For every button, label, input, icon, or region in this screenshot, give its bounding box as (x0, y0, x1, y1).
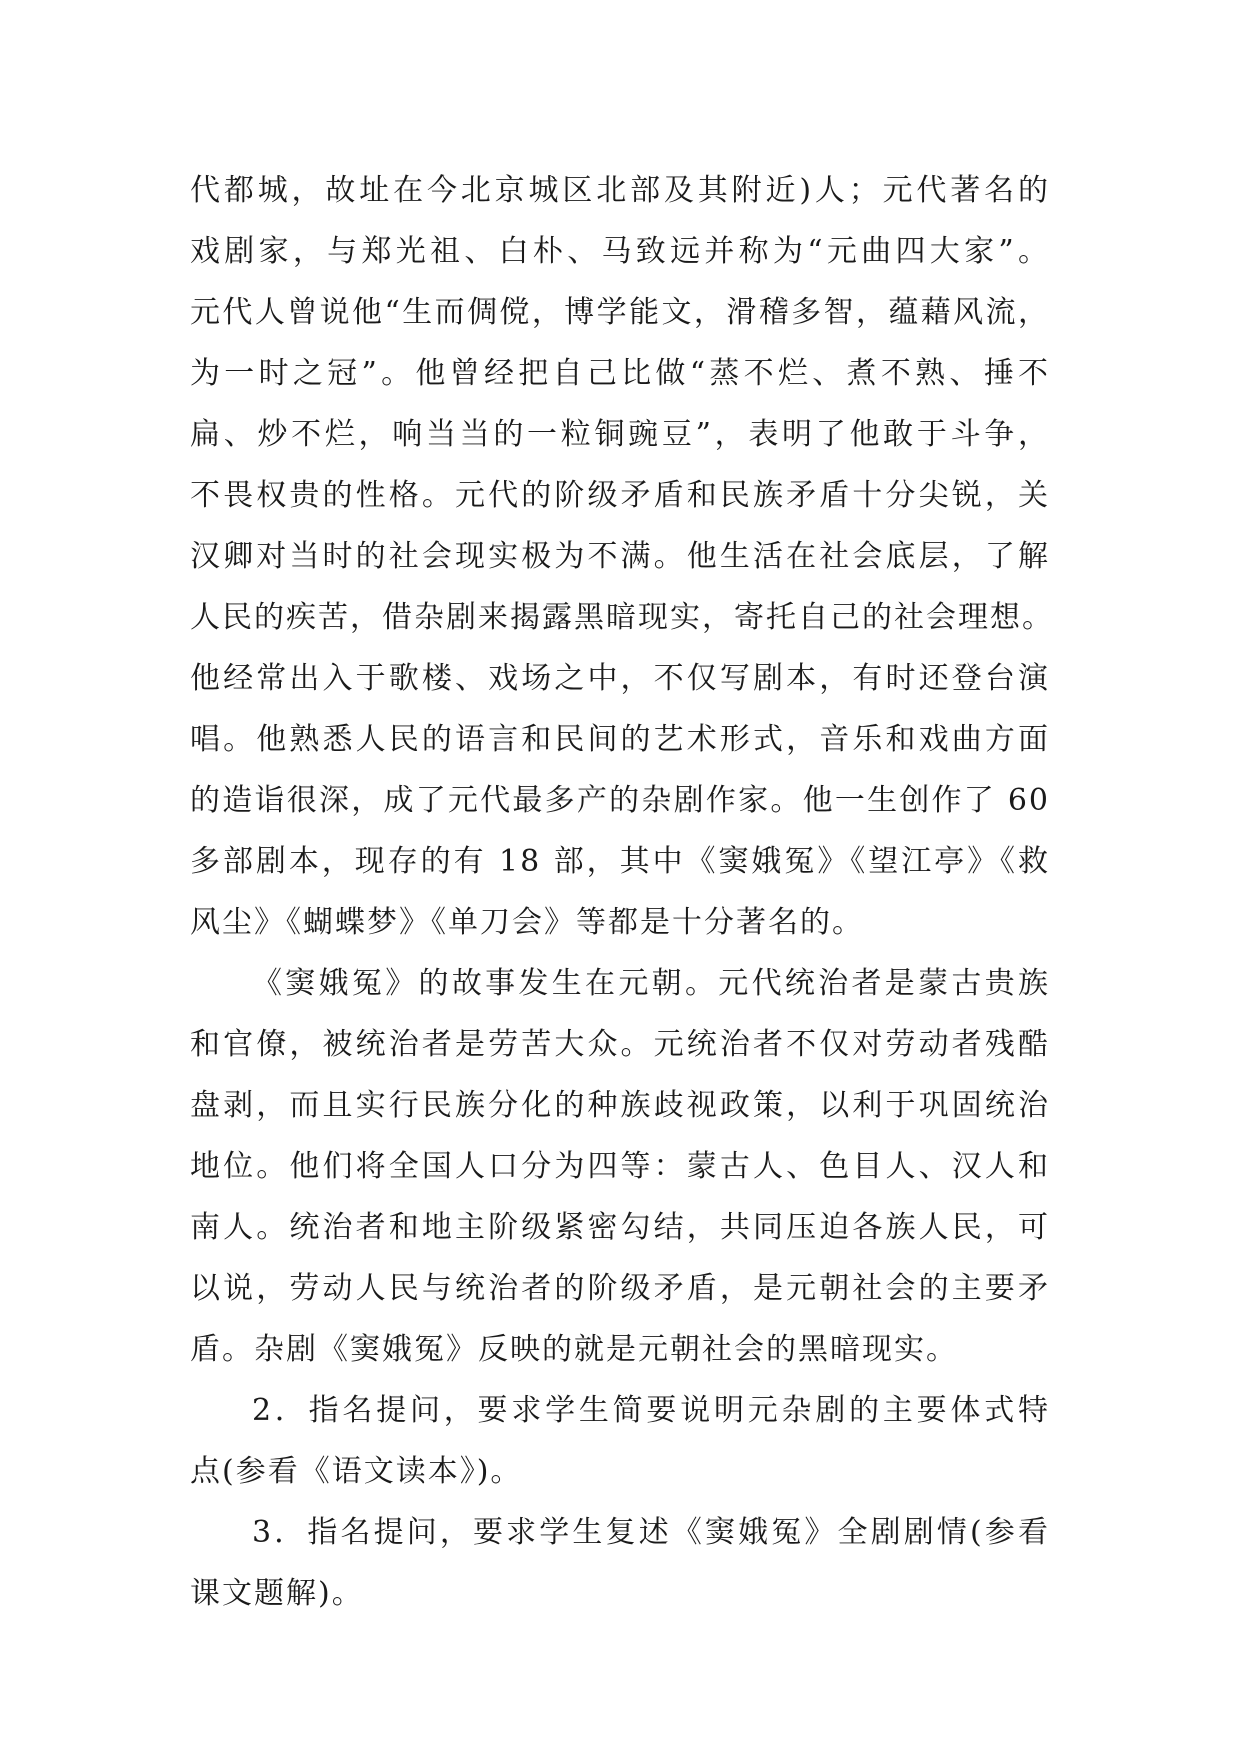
text-line-1: 代都城，故址在今北京城区北部及其附近)人；元代著名的 (190, 173, 1050, 208)
text-line-17: 地位。他们将全国人口分为四等：蒙古人、色目人、汉人和 (190, 1149, 1050, 1184)
text-line-19: 以说，劳动人民与统治者的阶级矛盾，是元朝社会的主要矛 (190, 1271, 1050, 1306)
text-line-8: 人民的疾苦，借杂剧来揭露黑暗现实，寄托自己的社会理想。 (190, 600, 1054, 635)
text-line-10: 唱。他熟悉人民的语言和民间的艺术形式，音乐和戏曲方面 (190, 722, 1050, 757)
numbered-item-3-line-1: 3．指名提问，要求学生复述《窦娥冤》全剧剧情(参看 (252, 1515, 1050, 1550)
text-line-6: 不畏权贵的性格。元代的阶级矛盾和民族矛盾十分尖锐，关 (190, 478, 1050, 513)
text-line-5: 扁、炒不烂，响当当的一粒铜豌豆”，表明了他敢于斗争， (190, 417, 1050, 452)
text-line-20: 盾。杂剧《窦娥冤》反映的就是元朝社会的黑暗现实。 (190, 1332, 958, 1367)
text-line-2: 戏剧家，与郑光祖、白朴、马致远并称为“元曲四大家”。 (190, 234, 1050, 269)
body-text (190, 160, 1054, 1624)
paragraph-start-line: 《窦娥冤》的故事发生在元朝。元代统治者是蒙古贵族 (252, 966, 1050, 1001)
text-line-15: 和官僚，被统治者是劳苦大众。元统治者不仅对劳动者残酷 (190, 1027, 1050, 1062)
numbered-item-2-line-1: 2．指名提问，要求学生简要说明元杂剧的主要体式特 (252, 1393, 1050, 1428)
numbered-item-2-line-2: 点(参看《语文读本》)。 (190, 1454, 523, 1489)
text-line-12: 多部剧本，现存的有 18 部，其中《窦娥冤》《望江亭》《救 (190, 844, 1050, 879)
text-line-3: 元代人曾说他“生而倜傥，博学能文，滑稽多智，蕴藉风流， (190, 295, 1050, 330)
text-line-18: 南人。统治者和地主阶级紧密勾结，共同压迫各族人民，可 (190, 1210, 1050, 1245)
numbered-item-3-line-2: 课文题解)。 (190, 1576, 364, 1611)
text-line-4: 为一时之冠”。他曾经把自己比做“蒸不烂、煮不熟、捶不 (190, 356, 1050, 391)
text-line-13: 风尘》《蝴蝶梦》《单刀会》等都是十分著名的。 (190, 905, 864, 940)
text-line-9: 他经常出入于歌楼、戏场之中，不仅写剧本，有时还登台演 (190, 661, 1050, 696)
text-line-16: 盘剥，而且实行民族分化的种族歧视政策，以利于巩固统治 (190, 1088, 1050, 1123)
text-line-11: 的造诣很深，成了元代最多产的杂剧作家。他一生创作了 60 (190, 783, 1050, 818)
text-line-7: 汉卿对当时的社会现实极为不满。他生活在社会底层，了解 (190, 539, 1050, 574)
